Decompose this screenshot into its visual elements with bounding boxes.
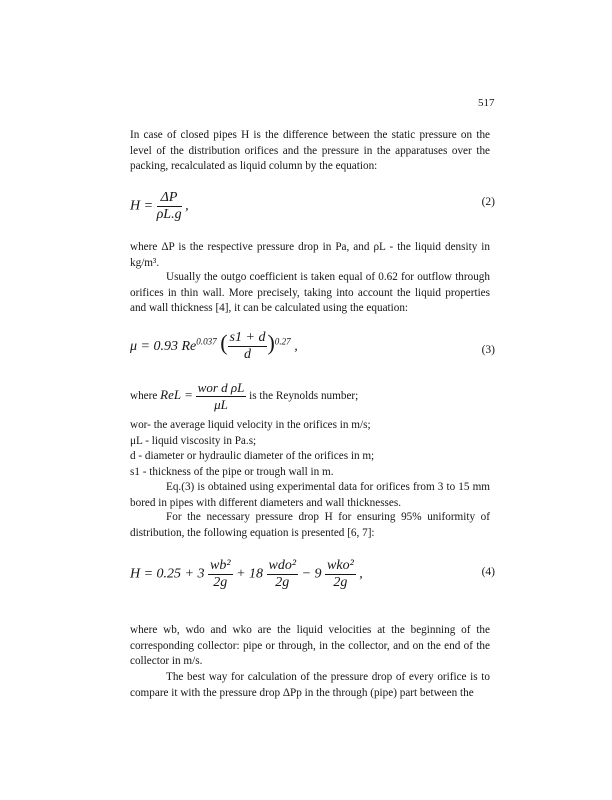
eq2-label: (2) (481, 196, 495, 208)
eq3-lhs: μ = 0.93 Re (130, 339, 197, 354)
eq2-numerator: ΔP (157, 190, 182, 207)
eq4-label: (4) (481, 566, 495, 578)
eq2-lhs: H = (130, 198, 154, 214)
eq3-denominator: d (244, 347, 251, 363)
reynolds-definition (130, 380, 495, 413)
eq4-term3-denominator: 2g (333, 575, 348, 590)
eq3-label: (3) (481, 344, 495, 356)
eq2-tail: , (185, 198, 189, 214)
eq2-denominator: ρL.g (156, 207, 182, 222)
eq4-term1-denominator: 2g (213, 575, 228, 590)
eq3-re-exponent: 0.037 (196, 336, 217, 347)
paragraph-velocities: where wb, wdo and wko are the liquid velocities at the beginning of the corresponding collector: pipe or through, in the collector, and on the end of the collector in m/s. (130, 624, 490, 667)
paragraph-where-delta-p: where ΔP is the respective pressure drop in Pa, and ρL - the liquid density in kg/m³. (130, 241, 490, 269)
eq4-term2 (267, 558, 299, 591)
paragraph-eq3-experimental: Eq.(3) is obtained using experimental data for orifices from 3 to 15 mm bored in pipes with different diameters and wall thicknesses. (130, 481, 490, 509)
eq3-fraction (228, 330, 268, 363)
definition-d: d - diameter or hydraulic diameter of the orifices in m; (130, 450, 375, 462)
eq4-term1 (208, 558, 233, 591)
paragraph-pressure-drop-h: For the necessary pressure drop H for ensuring 95% uniformity of distribution, the following equation is presented [6, 7]: (130, 511, 490, 539)
paragraph-outgo-coefficient: Usually the outgo coefficient is taken equal of 0.62 for outflow through orifices in thin wall. More precisely, taking into account the liquid properties and wall thickness [4], it can be calculated using the equation: (130, 271, 490, 314)
definition-mu: μL - liquid viscosity in Pa.s; (130, 434, 257, 447)
equation-4 (130, 558, 495, 591)
equation-2 (130, 190, 495, 223)
equation-3: μ = 0.93 $Re^{0.037}$ ( $\frac{s1 + d}{d}$ )$^{0.27}$ , (3) (130, 330, 495, 363)
paragraph-closed-pipes: In case of closed pipes H is the difference between the static pressure on the level of the distribution orifices and the pressure in the apparatuses over the packing, recalculated as liquid column by the equation: (130, 129, 490, 172)
re-tail: is the Reynolds number; (249, 390, 359, 403)
page-number: 517 (478, 97, 495, 109)
eq4-minus: − 9 (301, 566, 322, 582)
eq4-term1-numerator: wb² (210, 558, 231, 573)
re-numerator: wor d ρL (197, 380, 245, 395)
eq4-plus: + 18 (236, 566, 264, 582)
definition-w: wor- the average liquid velocity in the orifices in m/s; (130, 419, 371, 431)
definition-s: s1 - thickness of the pipe or trough wall in m. (130, 465, 334, 478)
re-fraction (196, 380, 247, 413)
eq3-outer-exponent: 0.27 (274, 336, 291, 347)
definition-list (130, 418, 490, 480)
eq4-term3 (325, 558, 356, 591)
eq4-lhs: H = 0.25 + 3 (130, 566, 205, 582)
re-denominator: μL (214, 397, 228, 412)
eq4-term2-denominator: 2g (275, 575, 290, 590)
eq4-term3-numerator: wko² (327, 558, 354, 573)
paragraph-best-way: The best way for calculation of the pressure drop of every orifice is to compare it with the pressure drop ΔPp in the through (pipe) part between the (130, 671, 490, 699)
where-label: where (130, 390, 158, 403)
eq4-tail: , (359, 566, 363, 582)
eq3-numerator: s1 + d (229, 330, 266, 346)
eq2-fraction (157, 190, 182, 223)
eq3-tail: , (294, 339, 298, 354)
eq4-term2-numerator: wdo² (268, 558, 297, 573)
re-lhs: ReL = (160, 387, 193, 403)
